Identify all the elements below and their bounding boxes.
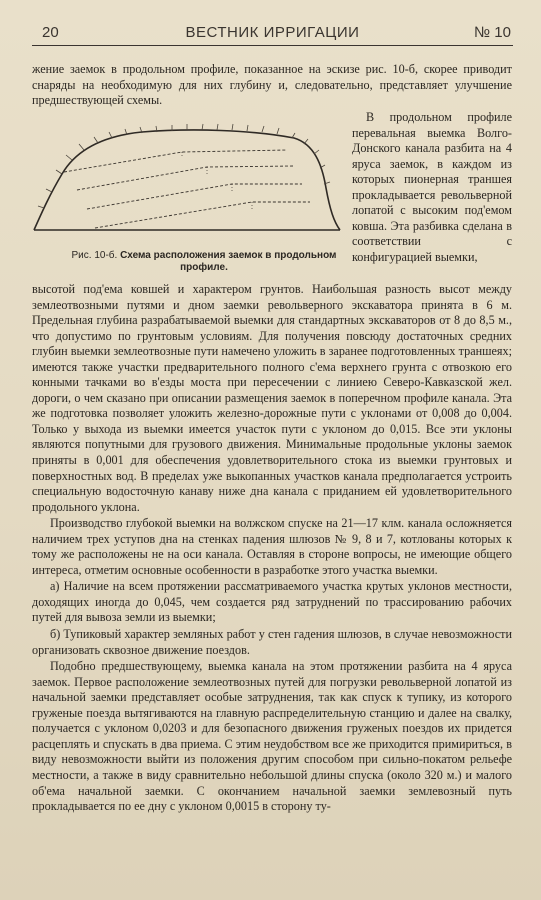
paragraph: а) Наличие на всем протяжении рассматриваемого участка крутых уклонов местности, доходящих иногда до 0,045, чем создается ряд затруднений по трассированию рабочих путей для вывоза земли из выемки; xyxy=(32,579,512,625)
page-number: 20 xyxy=(42,24,59,41)
side-column xyxy=(352,110,512,265)
top-paragraph-block xyxy=(32,62,512,109)
bench-level-3 xyxy=(87,184,302,209)
figure-caption xyxy=(54,250,354,274)
journal-title: ВЕСТНИК ИРРИГАЦИИ xyxy=(185,24,360,41)
paragraph: Производство глубокой выемки на волжском спуске на 21—17 клм. канала осложняется наличием трех уступов дна на стенках падения шлюзов № 9, 8 и 7, котлованы которых к тому же расположены не на оси канала. Оставляя в стороне вопросы, не имеющие общего интереса, отметим основные особенности в разработке этого участка выемки. xyxy=(32,516,512,577)
bench-level-4 xyxy=(95,202,310,228)
top-paragraph: жение заемок в продольном профиле, показанное на эскизе рис. 10-б, скорее приводит снаряды на необходимую для них глубину и, следовательно, представляет улучшение предшествующей схемы. xyxy=(32,62,512,108)
main-text-block xyxy=(32,282,512,816)
caption-text: Схема расположения заемок в продольном профиле. xyxy=(120,250,337,273)
caption-prefix: Рис. 10-б. xyxy=(71,250,118,261)
side-paragraph: В продольном профиле перевальная выемка Волго-Донского канала разбита на 4 яруса заемок, в каждом из которых пионерная траншея прокладывается револьверной лопатой с высоким под'емом ковша. Эта разбивка сделана в соответствии с конфигурацией выемки, xyxy=(352,110,512,264)
bench-separators xyxy=(182,152,252,210)
paragraph: б) Тупиковый характер земляных работ у стен гадения шлюзов, в случае невозможности организовать сквозное движение поездов. xyxy=(32,627,512,657)
figure-10b xyxy=(32,112,344,282)
page-header xyxy=(34,22,511,44)
issue-number: № 10 xyxy=(474,24,511,41)
paragraph: высотой под'ема ковшей и характером грунтов. Наибольшая разность высот между землеотвозными путями и дном заемки револьверного экскаватора принята в 6 м. Предельная глубина разрабатываемой выемки для стандартных экскаваторов от 8 до 8,5 м., что допустимо по грунтовым условиям. Для получения повсюду достаточных средних глубин выемки землеотвозные пути намечено уложить в заранее подготовленных траншеях; имеются также участки предварительного полного с'ема верхнего грунта с отвозкою его конными тачками во в'езды моста при пересечении с линиею Северо-Кавказской жел. дороги, о чем сказано при описании размещения заемок в поперечном профиле канала. Эта же подготовка позволяет уложить железно-дорожные пути с уклонами от 0,008 до 0,004. Только у выхода из выемки имеется участок пути с уклоном до 0,015. Все эти уклоны являются попутными для грузового движения. Минимальные продольные уклоны заемок приняты в 0,001 для обеспечения удовлетворительного стока из выемки грунтовых и поверхностных вод. В пределах уже выкопанных участков канала предполагается устроить специальную водосточную канаву ниже дна канала с приданием ей удовлетворительного продольного уклона. xyxy=(32,282,512,514)
longitudinal-profile-diagram xyxy=(32,112,344,252)
bench-level-1 xyxy=(64,150,287,172)
header-divider xyxy=(32,45,513,46)
bench-level-2 xyxy=(77,166,294,190)
paragraph: Подобно предшествующему, выемка канала на этом протяжении разбита на 4 яруса заемок. Первое расположение землеотвозных путей для погрузки револьверной лопатой из начальной заемки представляет особые затруднения, так как спуск к тупику, из которого груженые поезда вытягиваются на главную распределительную станцию и далее на свалку, получается с уклоном 0,0203 и для безопасного движения груженых поездов их придется расцеплять и спускать в два приема. С этим неудобством все же приходится примириться, в виду невозможности выйти из положения другим способом при сильно-покатом рельефе местности, а также в виду сравнительно небольшой длины спуска (около 320 м.) и малого об'ема начальной заемки. С окончанием начальной заемки землевозный путь прокладывается по ее дну с уклоном 0,0015 в сторону ту- xyxy=(32,659,512,814)
